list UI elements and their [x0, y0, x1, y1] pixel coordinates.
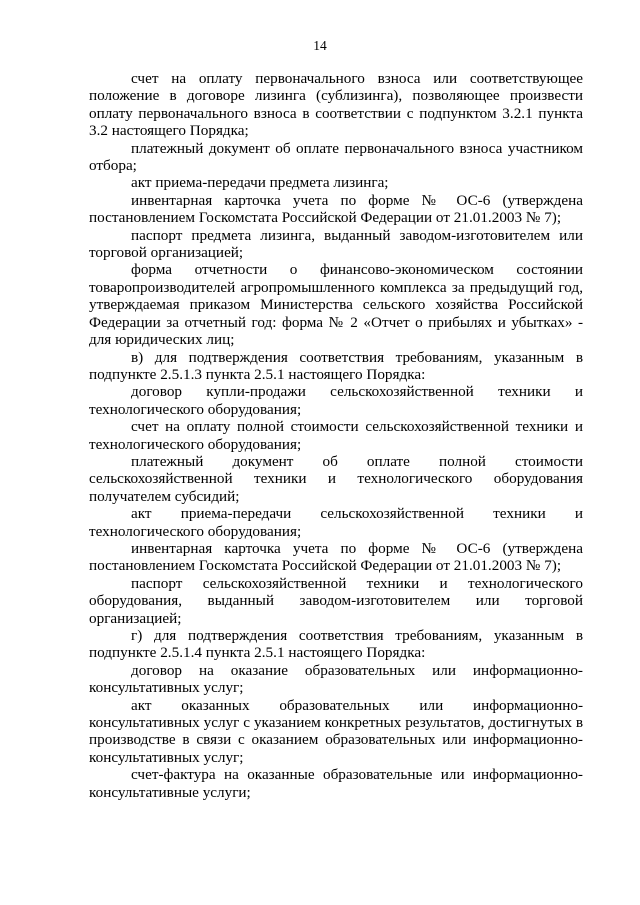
paragraph: акт оказанных образовательных или информационно-консультативных услуг с указанием конкретных результатов, достигнутых в производстве в связи с оказанием образовательных или информационно-консультативных услуг;: [89, 696, 583, 766]
paragraph: платежный документ об оплате первоначального взноса участником отбора;: [89, 139, 583, 175]
paragraph: счет на оплату полной стоимости сельскохозяйственной техники и технологического оборудования;: [89, 418, 583, 453]
document-body: [89, 70, 583, 801]
paragraph: в) для подтверждения соответствия требованиям, указанным в подпункте 2.5.1.3 пункта 2.5.1 настоящего Порядка:: [89, 348, 583, 383]
paragraph: паспорт предмета лизинга, выданный заводом-изготовителем или торговой организацией;: [89, 226, 583, 262]
paragraph: г) для подтверждения соответствия требованиям, указанным в подпункте 2.5.1.4 пункта 2.5.1 настоящего Порядка:: [89, 627, 583, 662]
paragraph: платежный документ об оплате полной стоимости сельскохозяйственной техники и технологического оборудования получателем субсидий;: [89, 452, 583, 505]
paragraph: акт приема-передачи предмета лизинга;: [131, 174, 389, 192]
paragraph: форма отчетности о финансово-экономическом состоянии товаропроизводителей агропромышленного комплекса за предыдущий год, утверждаемая приказом Министерства сельского хозяйства Российской Федерации за отчетный год: форма № 2 «Отчет о прибылях и убытках» - для юридических лиц;: [89, 261, 583, 349]
paragraph: договор на оказание образовательных или информационно-консультативных услуг;: [89, 661, 583, 697]
paragraph: инвентарная карточка учета по форме № ОС-6 (утверждена постановлением Госкомстата Российской Федерации от 21.01.2003 № 7);: [89, 539, 583, 575]
page-number: 14: [313, 38, 327, 53]
paragraph: договор купли-продажи сельскохозяйственной техники и технологического оборудования;: [89, 383, 583, 418]
paragraph: счет-фактура на оказанные образовательные или информационно-консультативные услуги;: [89, 766, 583, 801]
paragraph: инвентарная карточка учета по форме № ОС-6 (утверждена постановлением Госкомстата Российской Федерации от 21.01.2003 № 7);: [89, 191, 583, 227]
paragraph: паспорт сельскохозяйственной техники и технологического оборудования, выданный заводом-изготовителем или торговой организацией;: [89, 574, 583, 627]
paragraph: счет на оплату первоначального взноса или соответствующее положение в договоре лизинга (сублизинга), позволяющее произвести оплату первоначального взноса в соответствии с подпунктом 3.2.1 пункта 3.2 настоящего Порядка;: [89, 70, 583, 140]
paragraph: акт приема-передачи сельскохозяйственной техники и технологического оборудования;: [89, 505, 583, 540]
